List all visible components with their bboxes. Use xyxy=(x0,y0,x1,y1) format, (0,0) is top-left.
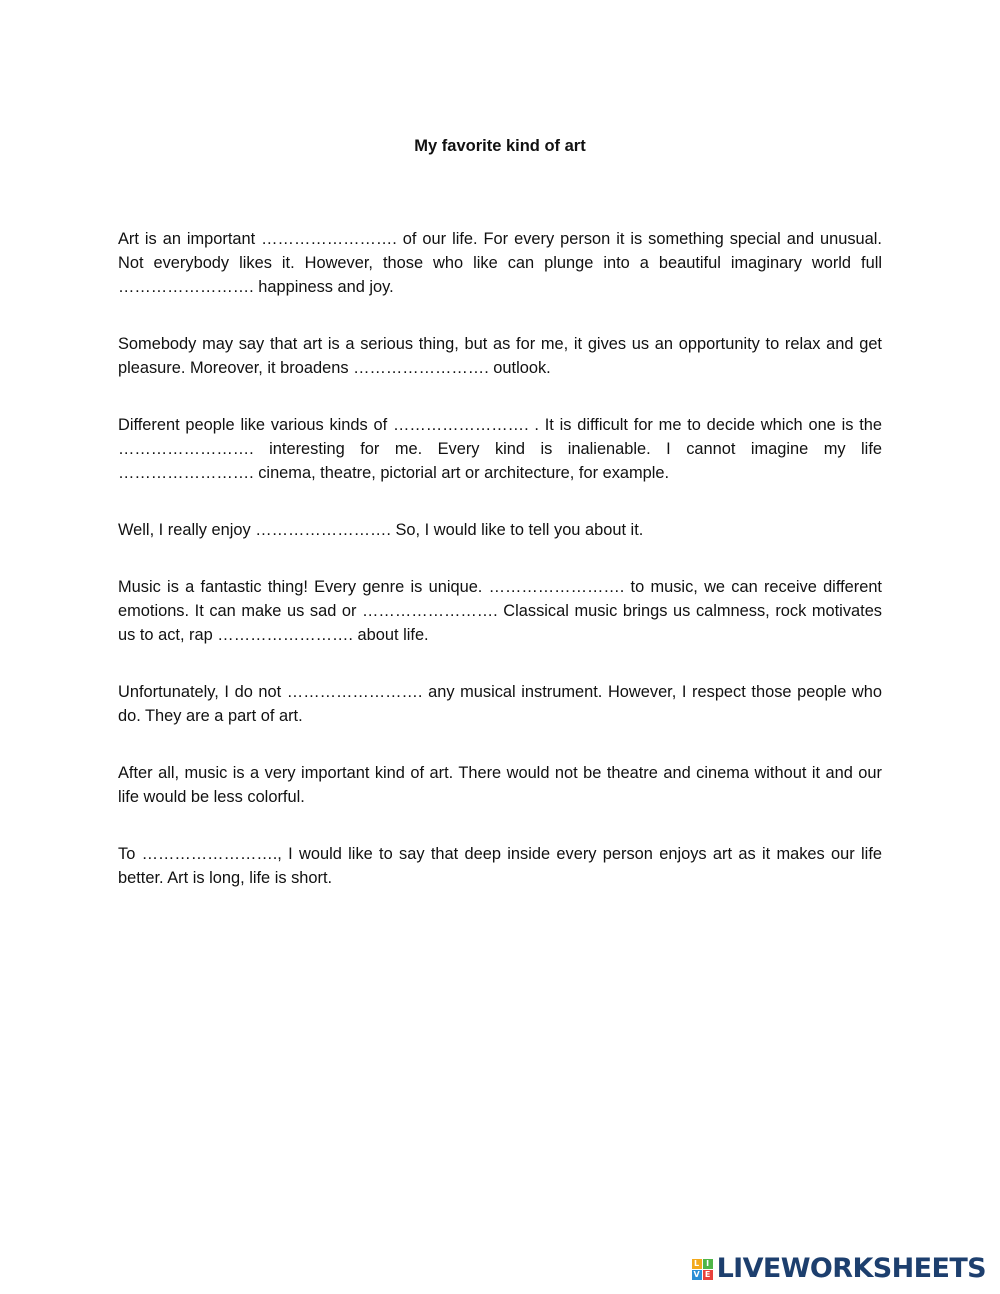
paragraph-4: Well, I really enjoy ……………………. So, I would like to tell you about it. xyxy=(118,521,644,539)
liveworksheets-logo xyxy=(692,1254,986,1284)
logo-mark-icon xyxy=(692,1259,713,1280)
document-title: My favorite kind of art xyxy=(414,137,586,155)
document-body xyxy=(118,227,882,923)
logo-mark-letter: V xyxy=(693,1269,700,1279)
paragraph-5: Music is a fantastic thing! Every genre is unique. ……………………. to music, we can receive different emotions. It can make us sad or ……………………. Classical music brings us calmness, rock motivates us to act, rap ……………………. about life. xyxy=(118,578,882,644)
logo-mark-letter: I xyxy=(703,1259,713,1269)
paragraph-3: Different people like various kinds of ……………………. . It is difficult for me to decide which one is the ……………………. interesting for me. Every kind is inalienable. I cannot imagine my life ……………………. cinema, theatre, pictorial art or architecture, for example. xyxy=(118,416,882,482)
logo-mark-letter: E xyxy=(703,1270,713,1280)
paragraph-6: Unfortunately, I do not ……………………. any musical instrument. However, I respect those people who do. They are a part of art. xyxy=(118,683,882,725)
paragraph-8: To ……………………., I would like to say that deep inside every person enjoys art as it makes our life better. Art is long, life is short. xyxy=(118,845,882,887)
logo-mark-letter: L xyxy=(692,1259,702,1269)
logo-text: LIVEWORKSHEETS xyxy=(716,1253,986,1284)
paragraph-2: Somebody may say that art is a serious thing, but as for me, it gives us an opportunity to relax and get pleasure. Moreover, it broadens ……………………. outlook. xyxy=(118,335,882,377)
paragraph-7: After all, music is a very important kind of art. There would not be theatre and cinema without it and our life would be less colorful. xyxy=(118,764,882,806)
paragraph-1: Art is an important ……………………. of our life. For every person it is something special and unusual. Not everybody likes it. However, those who like can plunge into a beautiful imaginary world full ……………………. happiness and joy. xyxy=(118,230,882,296)
